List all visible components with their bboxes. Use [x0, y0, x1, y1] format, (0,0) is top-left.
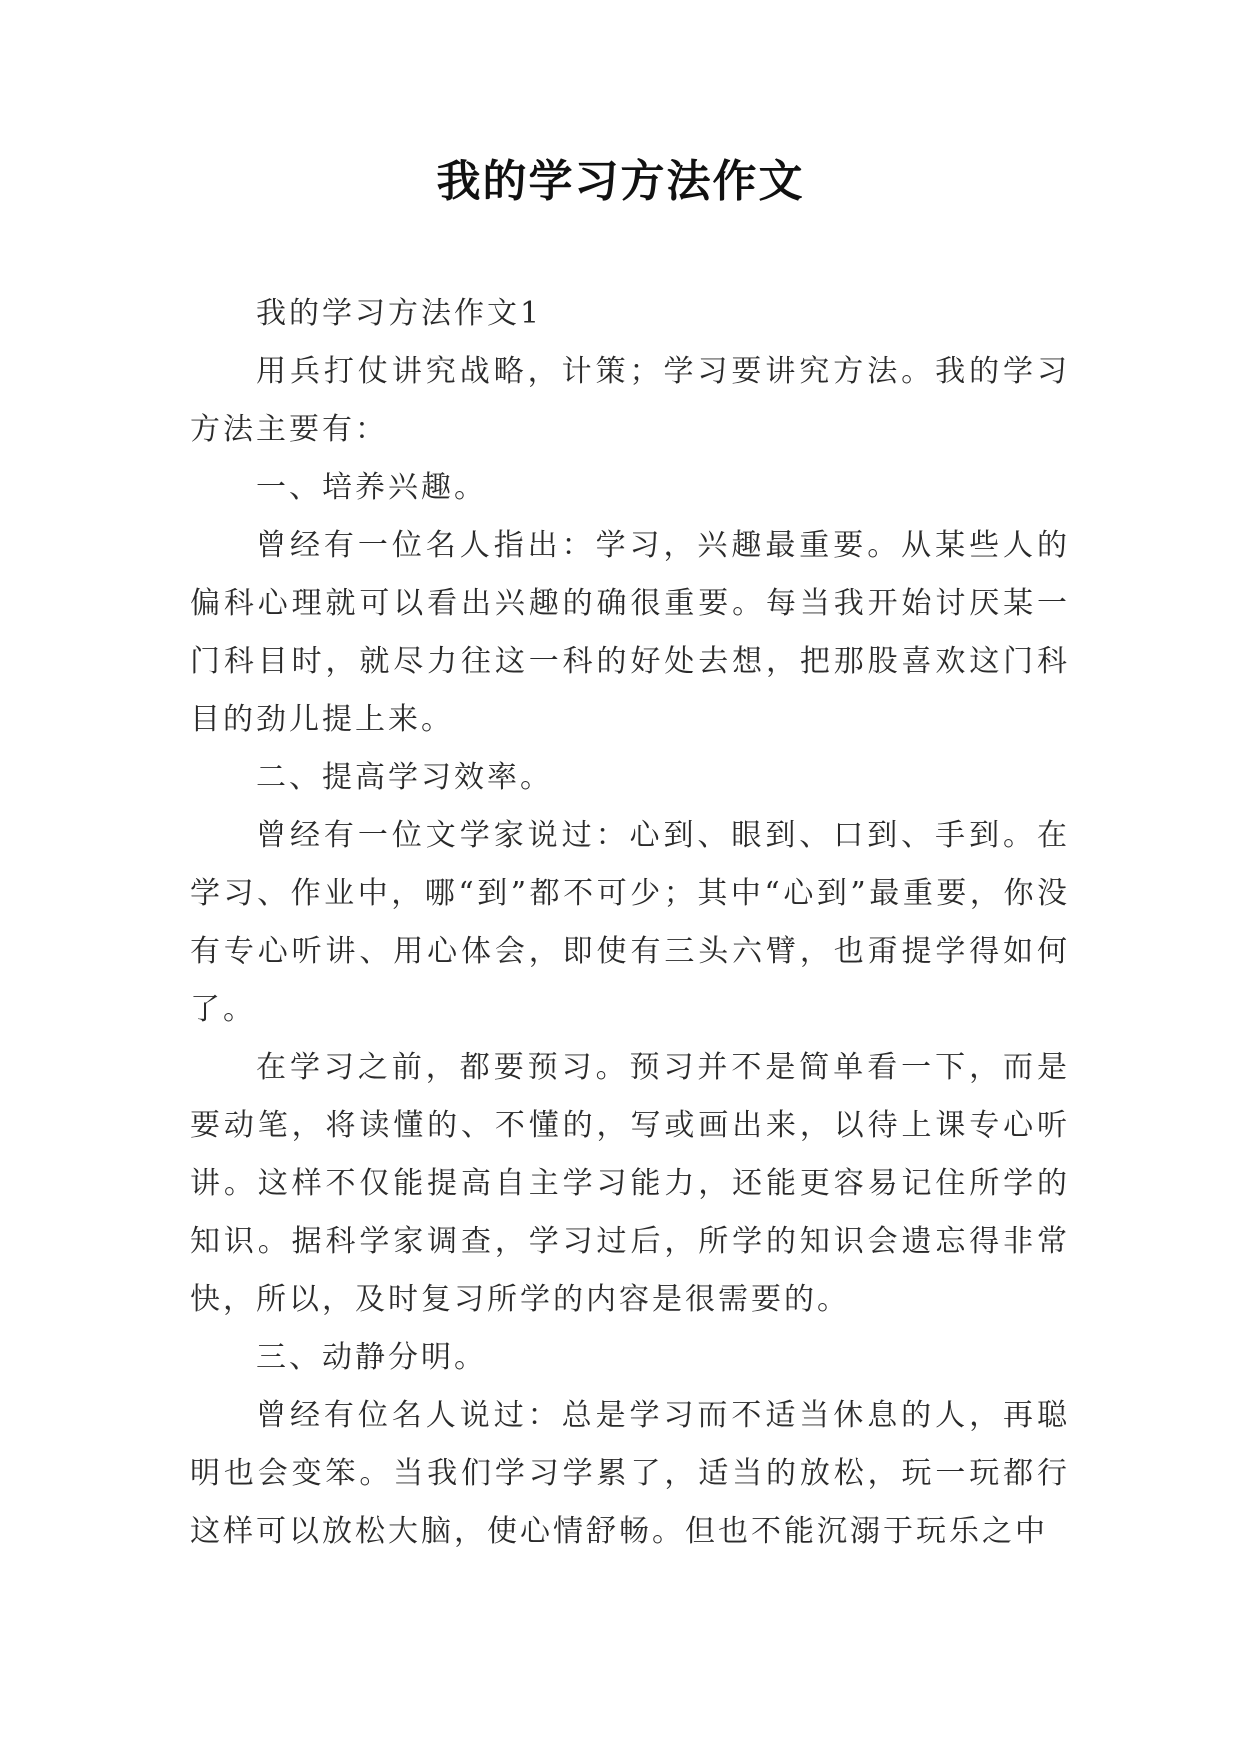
document-title: 我的学习方法作文 — [436, 156, 805, 207]
paragraph-interest: 曾经有一位名人指出：学习，兴趣最重要。从某些人的偏科心理就可以看出兴趣的确很重要。每当我开始讨厌某一门科目时，就尽力往这一科的好处去想，把那股喜欢这门科目的劲儿提上来。 — [190, 528, 1070, 737]
paragraph-subtitle: 我的学习方法作文1 — [256, 296, 543, 331]
section-heading-2: 二、提高学习效率。 — [256, 760, 553, 795]
paragraph-preview: 在学习之前，都要预习。预习并不是简单看一下，而是要动笔，将读懂的、不懂的，写或画出来，以待上课专心听讲。这样不仅能提高自主学习能力，还能更容易记住所学的知识。据科学家调查，学习过后，所学的知识会遗忘得非常快，所以，及时复习所学的内容是很需要的。 — [190, 1050, 1070, 1317]
paragraph-rest: 曾经有位名人说过：总是学习而不适当休息的人，再聪明也会变笨。当我们学习学累了，适当的放松，玩一玩都行这样可以放松大脑，使心情舒畅。但也不能沉溺于玩乐之中 — [190, 1398, 1070, 1549]
paragraph-intro: 用兵打仗讲究战略，计策；学习要讲究方法。我的学习方法主要有： — [190, 354, 1070, 447]
section-heading-3: 三、动静分明。 — [256, 1340, 487, 1375]
paragraph-efficiency: 曾经有一位文学家说过：心到、眼到、口到、手到。在学习、作业中，哪“到”都不可少；其中“心到”最重要，你没有专心听讲、用心体会，即使有三头六臂，也甭提学得如何了。 — [190, 818, 1070, 1027]
section-heading-1: 一、培养兴趣。 — [256, 470, 487, 505]
document-body — [190, 285, 1070, 1561]
